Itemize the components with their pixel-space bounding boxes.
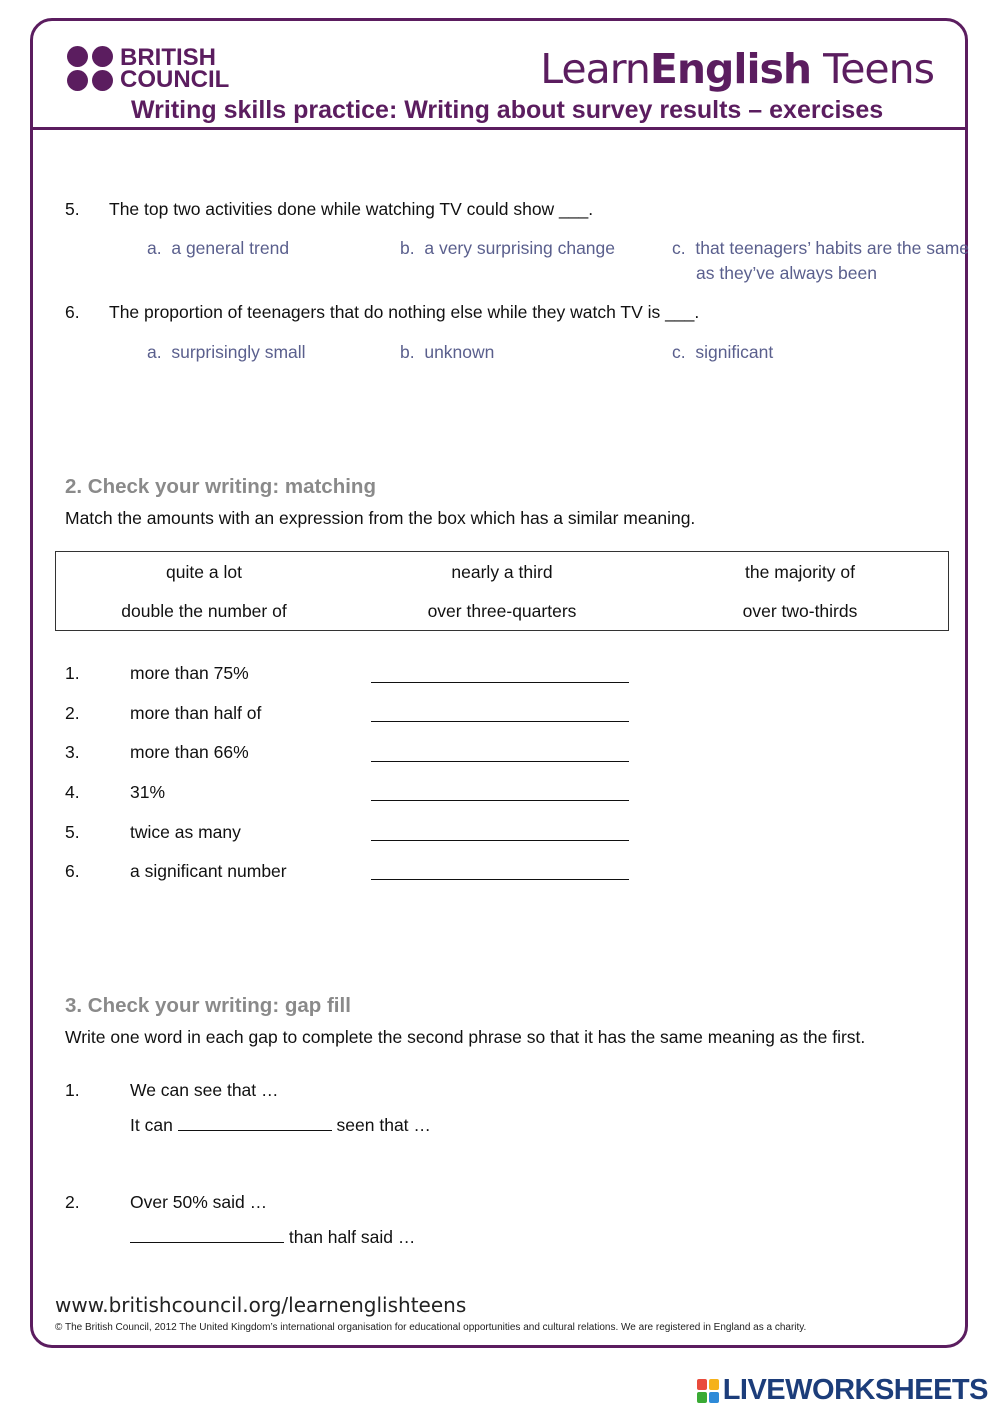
liveworksheets-icon [697, 1379, 719, 1403]
match-answer-line-4[interactable] [371, 800, 629, 801]
gap-item-sentence [130, 1226, 415, 1248]
word-box-item: over three-quarters [427, 601, 577, 621]
option-text: unknown [424, 342, 495, 362]
footer-copyright: © The British Council, 2012 The United Kingdom’s international organisation for educational opportunities and cultural relations. We are registered in England as a charity. [55, 1322, 807, 1333]
gap-text-after: seen that … [331, 1115, 431, 1135]
question-6-number: 6. [65, 302, 80, 322]
match-item-text: twice as many [130, 822, 241, 842]
question-5-number: 5. [65, 199, 80, 219]
british-council-dots-icon [67, 46, 114, 91]
word-box-item: quite a lot [166, 562, 242, 582]
match-item-text: 31% [130, 782, 166, 802]
match-item-text: more than half of [130, 703, 262, 723]
match-answer-line-5[interactable] [371, 840, 629, 841]
question-5-option-a[interactable] [147, 236, 377, 261]
liveworksheets-watermark [697, 1374, 988, 1407]
option-letter: b. [400, 342, 415, 362]
word-box-item: nearly a third [451, 562, 553, 582]
option-letter: a. [147, 342, 162, 362]
logo-teens: Teens [811, 45, 934, 93]
match-item-text: a significant number [130, 861, 287, 881]
question-5-option-b[interactable] [400, 236, 622, 261]
match-answer-line-6[interactable] [371, 879, 629, 880]
gap-answer-2[interactable] [130, 1226, 284, 1243]
gap-text-after: than half said … [284, 1227, 416, 1247]
question-5-option-c[interactable] [672, 236, 986, 286]
logo-line-1: BRITISH [120, 43, 216, 71]
match-item-text: more than 75% [130, 663, 249, 683]
gap-item-phrase: We can see that … [130, 1080, 279, 1100]
match-item-text: more than 66% [130, 742, 249, 762]
gap-item-number: 1. [65, 1080, 80, 1100]
section-3-instruction: Write one word in each gap to complete the second phrase so that it has the same meaning as the first. [65, 1027, 866, 1047]
match-item-number: 6. [65, 861, 80, 881]
learnenglish-teens-logo [540, 45, 934, 93]
option-letter: a. [147, 238, 162, 258]
header-divider [31, 127, 967, 130]
question-6-option-a[interactable] [147, 340, 377, 365]
option-text: a general trend [171, 238, 290, 258]
match-answer-line-1[interactable] [371, 682, 629, 683]
option-letter: b. [400, 238, 415, 258]
gap-item-sentence [130, 1114, 431, 1136]
word-box [55, 551, 949, 631]
option-text: significant [695, 342, 774, 362]
option-text: surprisingly small [171, 342, 306, 362]
option-letter: c. [672, 238, 686, 258]
question-5-text: The top two activities done while watching TV could show ___. [109, 199, 594, 219]
logo-english: English [649, 45, 812, 93]
gap-item-number: 2. [65, 1192, 80, 1212]
logo-line-2: COUNCIL [120, 65, 230, 93]
gap-item-phrase: Over 50% said … [130, 1192, 268, 1212]
question-6-option-c[interactable] [672, 340, 932, 365]
gap-text-before: It can [130, 1115, 178, 1135]
match-item-number: 1. [65, 663, 80, 683]
gap-answer-1[interactable] [178, 1114, 332, 1131]
logo-learn: Learn [540, 45, 650, 93]
page-title: Writing skills practice: Writing about survey results – exercises [131, 96, 884, 124]
match-item-number: 5. [65, 822, 80, 842]
match-answer-line-2[interactable] [371, 721, 629, 722]
match-item-number: 4. [65, 782, 80, 802]
option-letter: c. [672, 342, 686, 362]
footer-url[interactable]: www.britishcouncil.org/learnenglishteens [55, 1293, 467, 1317]
section-2-heading: 2. Check your writing: matching [65, 475, 376, 498]
match-item-number: 2. [65, 703, 80, 723]
match-answer-line-3[interactable] [371, 761, 629, 762]
option-text: that teenagers’ habits are the same as they’ve always been [695, 238, 970, 283]
word-box-item: the majority of [745, 562, 855, 582]
word-box-item: double the number of [121, 601, 287, 621]
question-6-text: The proportion of teenagers that do nothing else while they watch TV is ___. [109, 302, 700, 322]
liveworksheets-text: LIVEWORKSHEETS [722, 1374, 988, 1406]
match-item-number: 3. [65, 742, 80, 762]
question-6-option-b[interactable] [400, 340, 600, 365]
word-box-item: over two-thirds [742, 601, 858, 621]
british-council-logo [67, 43, 230, 93]
section-3-heading: 3. Check your writing: gap fill [65, 994, 351, 1017]
option-text: a very surprising change [424, 238, 615, 258]
section-2-instruction: Match the amounts with an expression from the box which has a similar meaning. [65, 508, 696, 528]
